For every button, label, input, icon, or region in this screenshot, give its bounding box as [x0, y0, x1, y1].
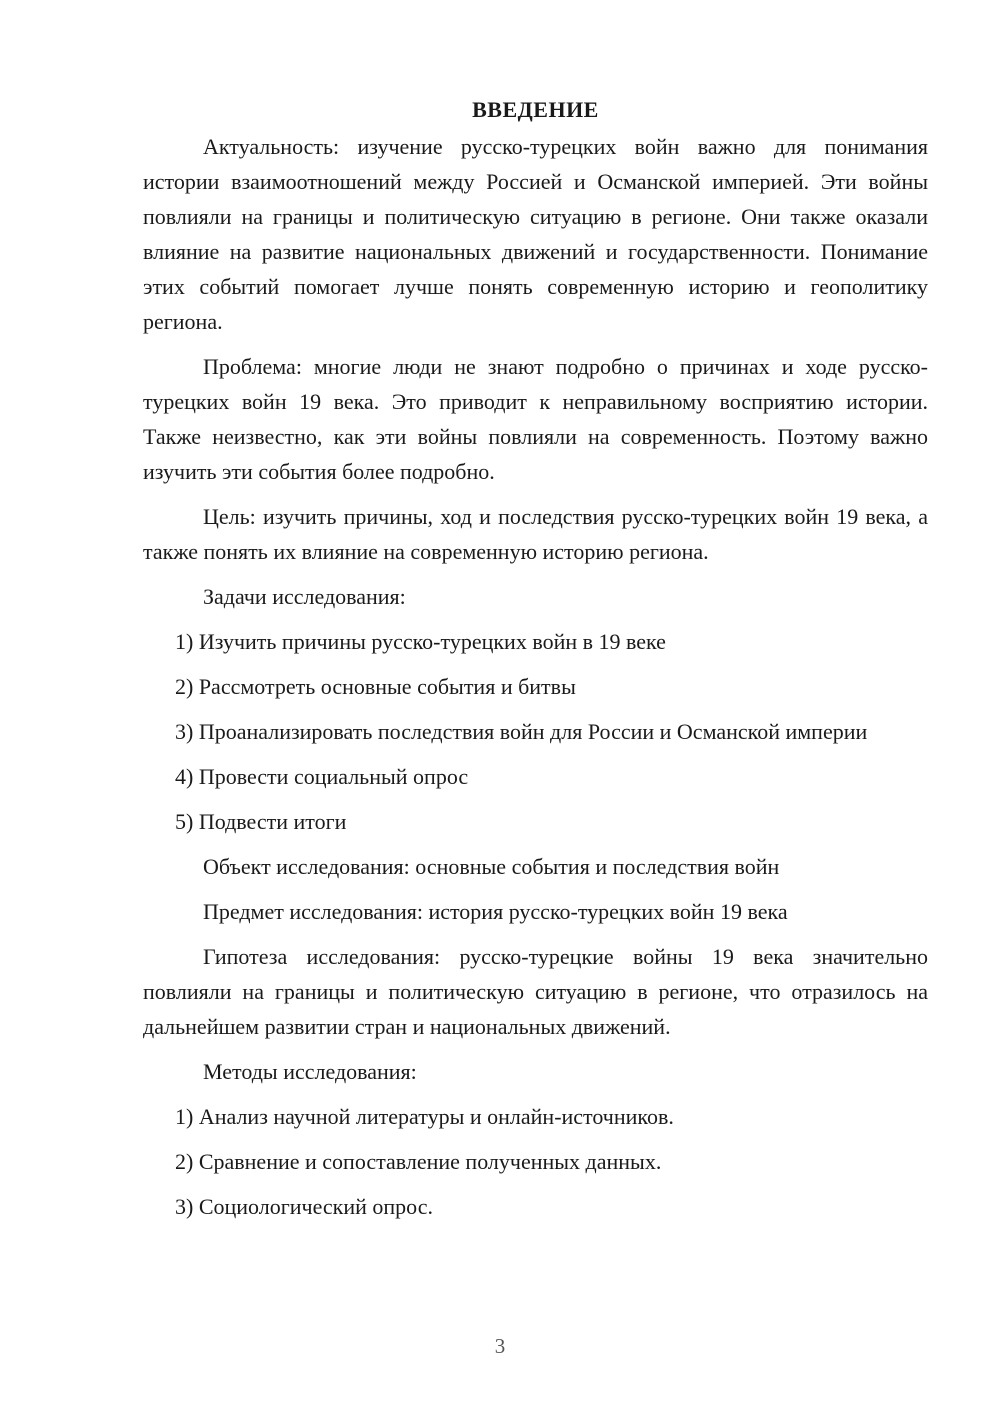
task-item: 3) Проанализировать последствия войн для России и Османской империи	[175, 719, 868, 744]
task-item: 2) Рассмотреть основные события и битвы	[175, 674, 576, 699]
method-item: 2) Сравнение и сопоставление полученных данных.	[175, 1149, 662, 1174]
research-subject: Предмет исследования: история русско-турецких войн 19 века	[203, 899, 788, 924]
task-item: 5) Подвести итоги	[175, 809, 347, 834]
method-item: 1) Анализ научной литературы и онлайн-источников.	[175, 1104, 674, 1129]
hypothesis-paragraph: Гипотеза исследования: русско-турецкие войны 19 века значительно повлияли на границы и политическую ситуацию в регионе, что отразилось на дальнейшем развитии стран и национальных движений.	[143, 944, 928, 1039]
page-number: 3	[494, 1334, 506, 1358]
methods-heading: Методы исследования:	[203, 1059, 417, 1084]
section-title: ВВЕДЕНИЕ	[472, 97, 599, 122]
goal-paragraph: Цель: изучить причины, ход и последствия русско-турецких войн 19 века, а также понять их влияние на современную историю региона.	[143, 504, 928, 564]
document-page	[143, 92, 928, 1234]
task-item: 4) Провести социальный опрос	[175, 764, 469, 789]
research-object: Объект исследования: основные события и последствия войн	[203, 854, 780, 879]
task-item: 1) Изучить причины русско-турецких войн в 19 веке	[175, 629, 666, 654]
problem-paragraph: Проблема: многие люди не знают подробно о причинах и ходе русско-турецких войн 19 века. Это приводит к неправильному восприятию истории. Также неизвестно, как эти войны повлияли на современность. Поэтому важно изучить эти события более подробно.	[143, 354, 928, 484]
tasks-heading: Задачи исследования:	[203, 584, 406, 609]
method-item: 3) Социологический опрос.	[175, 1194, 433, 1219]
relevance-paragraph: Актуальность: изучение русско-турецких войн важно для понимания истории взаимоотношений между Россией и Османской империей. Эти войны повлияли на границы и политическую ситуацию в регионе. Они также оказали влияние на развитие национальных движений и государственности. Понимание этих событий помогает лучше понять современную историю и геополитику региона.	[143, 134, 928, 334]
